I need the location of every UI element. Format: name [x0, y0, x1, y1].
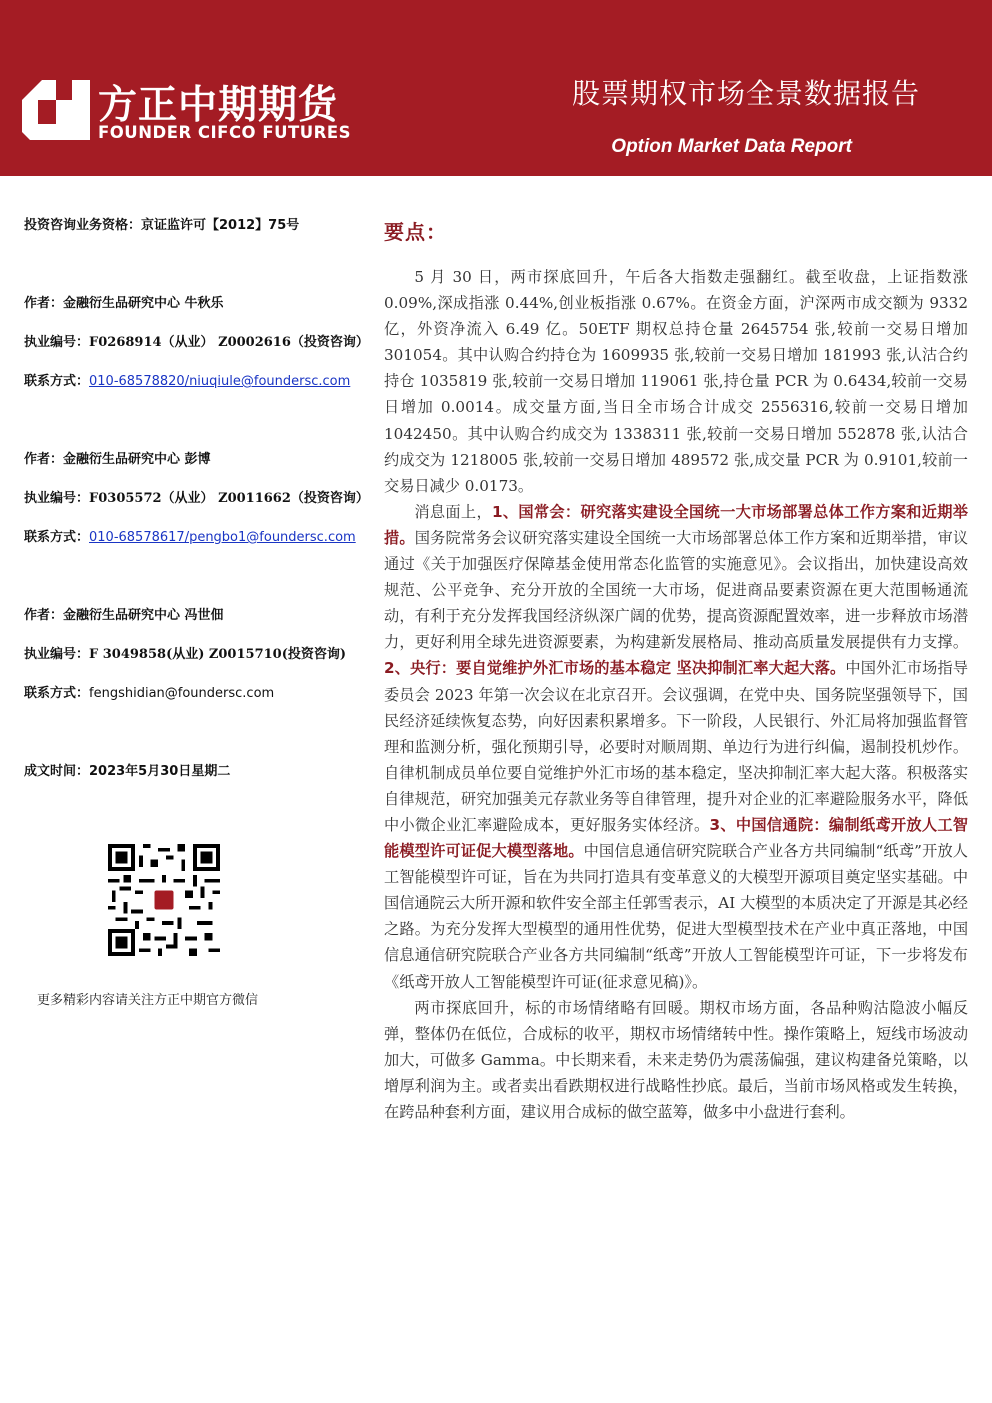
contact-email: fengshidian@foundersc.com — [89, 686, 275, 701]
publish-date: 成文时间：2023年5月30日星期二 — [24, 764, 231, 779]
qr-caption: 更多精彩内容请关注方正中期官方微信 — [37, 993, 259, 1008]
news-body-3: 中国信息通信研究院联合产业各方共同编制“纸鸢”开放人工智能模型许可证，旨在为共同打造具有变革意义的大模型开源项目奠定坚实基础。中国信通院云大所开源和软件安全部主任郭雪表示，AI 大模型的本质决定了开源是其必经之路。为充分发挥大型模型的通用性优势，促进大型模型技术在产业中真正落地，中国信息通信研究院联合产业各方共同编制“纸鸢”开放人工智能模型许可证，下一步将发布《纸鸢开放人工智能模型许可证(征求意见稿)》。 — [384, 842, 968, 991]
news-headline-1: 1、国常会：研究落实建设全国统一大市场部署总体工作方案和近期举措。 — [384, 502, 968, 547]
author-name: 作者：金融衍生品研究中心 冯世佃 — [24, 608, 224, 623]
report-body — [384, 264, 968, 1125]
qualification-line: 投资咨询业务资格：京证监许可【2012】75号 — [24, 218, 300, 233]
author-name: 作者：金融衍生品研究中心 彭博 — [24, 452, 211, 467]
author-contact — [24, 370, 350, 389]
key-points-heading: 要点： — [384, 220, 447, 244]
news-paragraph — [384, 499, 968, 995]
contact-label: 联系方式： — [24, 374, 90, 389]
contact-link[interactable]: 010-68578820/niuqiule@foundersc.com — [89, 374, 351, 389]
author-contact — [24, 682, 274, 701]
news-body-2: 中国外汇市场指导委员会 2023 年第一次会议在北京召开。会议强调，在党中央、国务院坚强领导下，国民经济延续恢复态势，向好因素积累增多。下一阶段，人民银行、外汇局将加强监督管理和监测分析，强化预期引导，必要时对顺周期、单边行为进行纠偏，遏制投机炒作。自律机制成员单位要自觉维护外汇市场的基本稳定，坚决抑制汇率大起大落。积极落实自律规范，研究加强美元存款业务等自律管理，提升对企业的汇率避险服务水平，降低中小微企业汇率避险成本，更好服务实体经济。 — [384, 659, 969, 834]
author-license: 执业编号：F 3049858(从业) Z0015710(投资咨询) — [24, 647, 347, 662]
author-license: 执业编号：F0305572（从业） Z0011662（投资咨询） — [24, 491, 369, 506]
strategy-paragraph: 两市探底回升，标的市场情绪略有回暖。期权市场方面，各品种购沽隐波小幅反弹，整体仍在低位，合成标的收平，期权市场情绪转中性。操作策略上，短线市场波动加大，可做多 Gamma。中长期来看，未来走势仍为震荡偏强，建议构建备兑策略，以增厚利润为主。或者卖出看跌期权进行战略性抄底。最后，当前市场风格或发生转换，在跨品种套利方面，建议用合成标的做空蓝筹，做多中小盘进行套利。 — [384, 998, 968, 1121]
report-title: 股票期权市场全景数据报告 — [571, 77, 920, 110]
author-license: 执业编号：F0268914（从业） Z0002616（投资咨询） — [24, 335, 369, 350]
contact-label: 联系方式： — [24, 686, 90, 701]
news-headline-2: 2、央行：要自觉维护外汇市场的基本稳定 坚决抑制汇率大起大落。 — [384, 659, 846, 678]
founder-logo-icon — [22, 80, 90, 140]
author-contact — [24, 526, 356, 545]
news-headline-3: 3、中国信通院：编制纸鸢开放人工智能模型许可证促大模型落地。 — [384, 815, 969, 861]
wechat-qr-code-icon — [108, 844, 220, 956]
brand-name-en: FOUNDER CIFCO FUTURES — [98, 123, 352, 142]
news-body-1: 国务院常务会议研究落实建设全国统一大市场部署总体工作方案和近期举措，审议通过《关于加强医疗保障基金使用常态化监管的实施意见》。会议指出，加快建设高效规范、公平竞争、充分开放的全国统一大市场，促进商品要素资源在更大范围畅通流动，有利于充分发挥我国经济纵深广阔的优势，提高资源配置效率，进一步释放市场潜力，更好利用全球先进资源要素，为构建新发展格局、推动高质量发展提供有力支撑。 — [384, 528, 969, 652]
brand-name-cn: 方正中期期货 — [98, 83, 339, 128]
contact-link[interactable]: 010-68578617/pengbo1@foundersc.com — [89, 530, 356, 545]
report-subtitle: Option Market Data Report — [611, 136, 852, 157]
contact-label: 联系方式： — [24, 530, 90, 545]
author-name: 作者：金融衍生品研究中心 牛秋乐 — [24, 296, 224, 311]
market-summary-paragraph: 5 月 30 日，两市探底回升，午后各大指数走强翻红。截至收盘，上证指数涨 0.09%,深成指涨 0.44%,创业板指涨 0.67%。在资金方面，沪深两市成交额为 9332 亿，外资净流入 6.49 亿。50ETF 期权总持仓量 2645754 张,较前一交易日增加 301054。其中认购合约持仓为 1609935 张,较前一交易日增加 181993 张,认沽合约持仓 1035819 张,较前一交易日增加 119061 张,持仓量 PCR 为 0.6434,较前一交易日增加 0.0014。成交量方面,当日全市场合计成交 2556316,较前一交易日增加 1042450。其中认购合约成交为 1338311 张,较前一交易日增加 552878 张,认沽合约成交为 1218005 张,较前一交易日增加 489572 张,成交量 PCR 为 0.9101,较前一交易日减少 0.0173。 — [384, 268, 968, 495]
news-intro: 消息面上， — [414, 502, 492, 521]
report-header — [0, 0, 992, 176]
